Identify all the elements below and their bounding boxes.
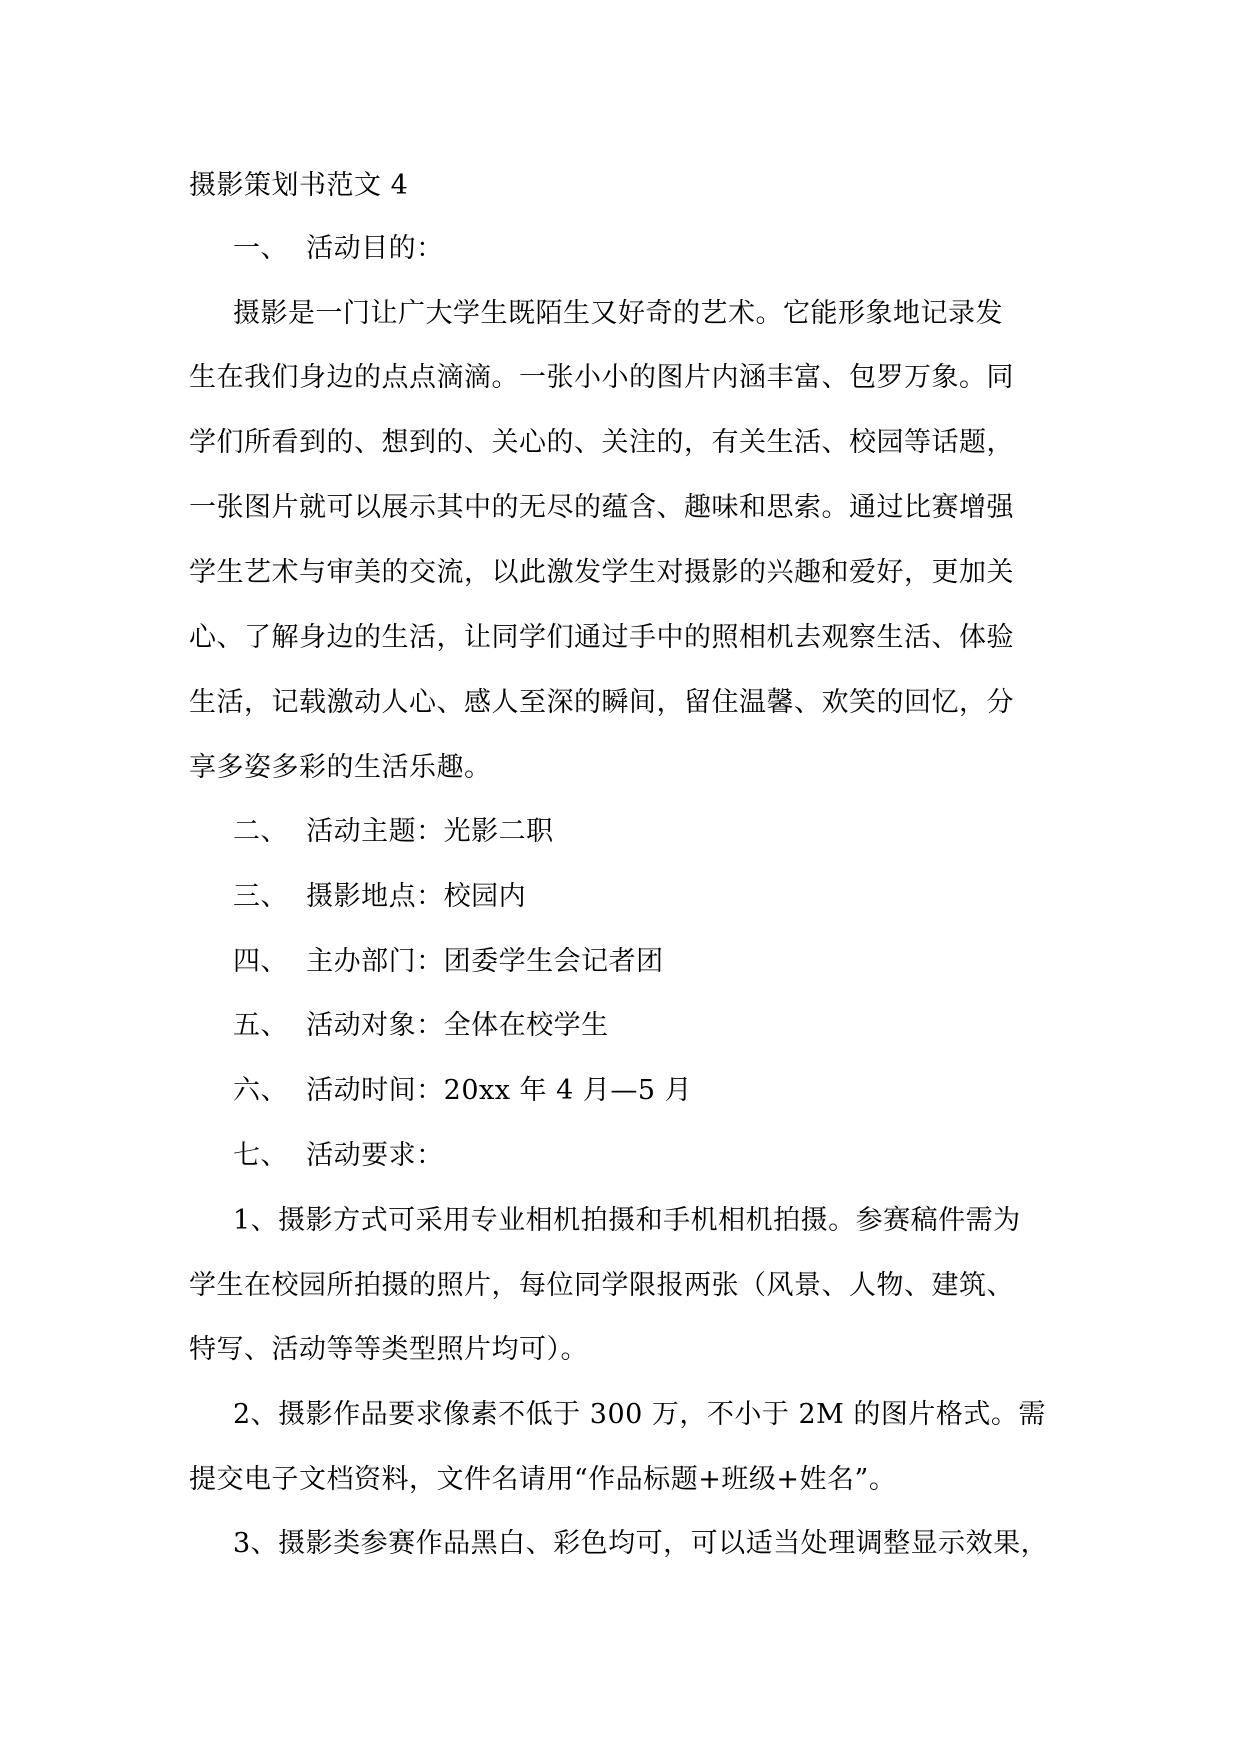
requirement-line: 特写、活动等等类型照片均可）。	[189, 1334, 588, 1365]
section-heading-location: 三、 摄影地点：校园内	[233, 881, 527, 912]
paragraph-line: 心、了解身边的生活，让同学们通过手中的照相机去观察生活、体验	[189, 622, 1014, 653]
requirement-line: 1、摄影方式可采用专业相机拍摄和手机相机拍摄。参赛稿件需为	[233, 1205, 1021, 1236]
section-heading-theme: 二、 活动主题：光影二职	[233, 816, 554, 847]
section-heading-purpose: 一、 活动目的：	[233, 233, 444, 264]
document-title: 摄影策划书范文 4	[189, 170, 409, 201]
section-heading-audience: 五、 活动对象：全体在校学生	[233, 1010, 609, 1041]
paragraph-line: 一张图片就可以展示其中的无尽的蕴含、趣味和思索。通过比赛增强	[189, 492, 1014, 523]
paragraph-line: 摄影是一门让广大学生既陌生又好奇的艺术。它能形象地记录发	[233, 298, 1003, 329]
requirement-line: 3、摄影类参赛作品黑白、彩色均可，可以适当处理调整显示效果，	[233, 1528, 1049, 1559]
section-heading-time: 六、 活动时间：20xx 年 4 月—5 月	[233, 1075, 693, 1106]
paragraph-line: 享多姿多彩的生活乐趣。	[189, 752, 492, 783]
paragraph-line: 学生艺术与审美的交流，以此激发学生对摄影的兴趣和爱好，更加关	[189, 557, 1014, 588]
requirement-line: 学生在校园所拍摄的照片，每位同学限报两张（风景、人物、建筑、	[189, 1270, 1014, 1301]
section-heading-requirements: 七、 活动要求：	[233, 1140, 444, 1171]
requirement-line: 提交电子文档资料，文件名请用“作品标题+班级+姓名”。	[189, 1464, 897, 1495]
section-heading-organizer: 四、 主办部门：团委学生会记者团	[233, 946, 664, 977]
requirement-line: 2、摄影作品要求像素不低于 300 万，不小于 2M 的图片格式。需	[233, 1399, 1046, 1430]
paragraph-line: 学们所看到的、想到的、关心的、关注的，有关生活、校园等话题，	[189, 427, 1014, 458]
paragraph-line: 生活，记载激动人心、感人至深的瞬间，留住温馨、欢笑的回忆，分	[189, 687, 1014, 718]
paragraph-line: 生在我们身边的点点滴滴。一张小小的图片内涵丰富、包罗万象。同	[189, 362, 1014, 393]
